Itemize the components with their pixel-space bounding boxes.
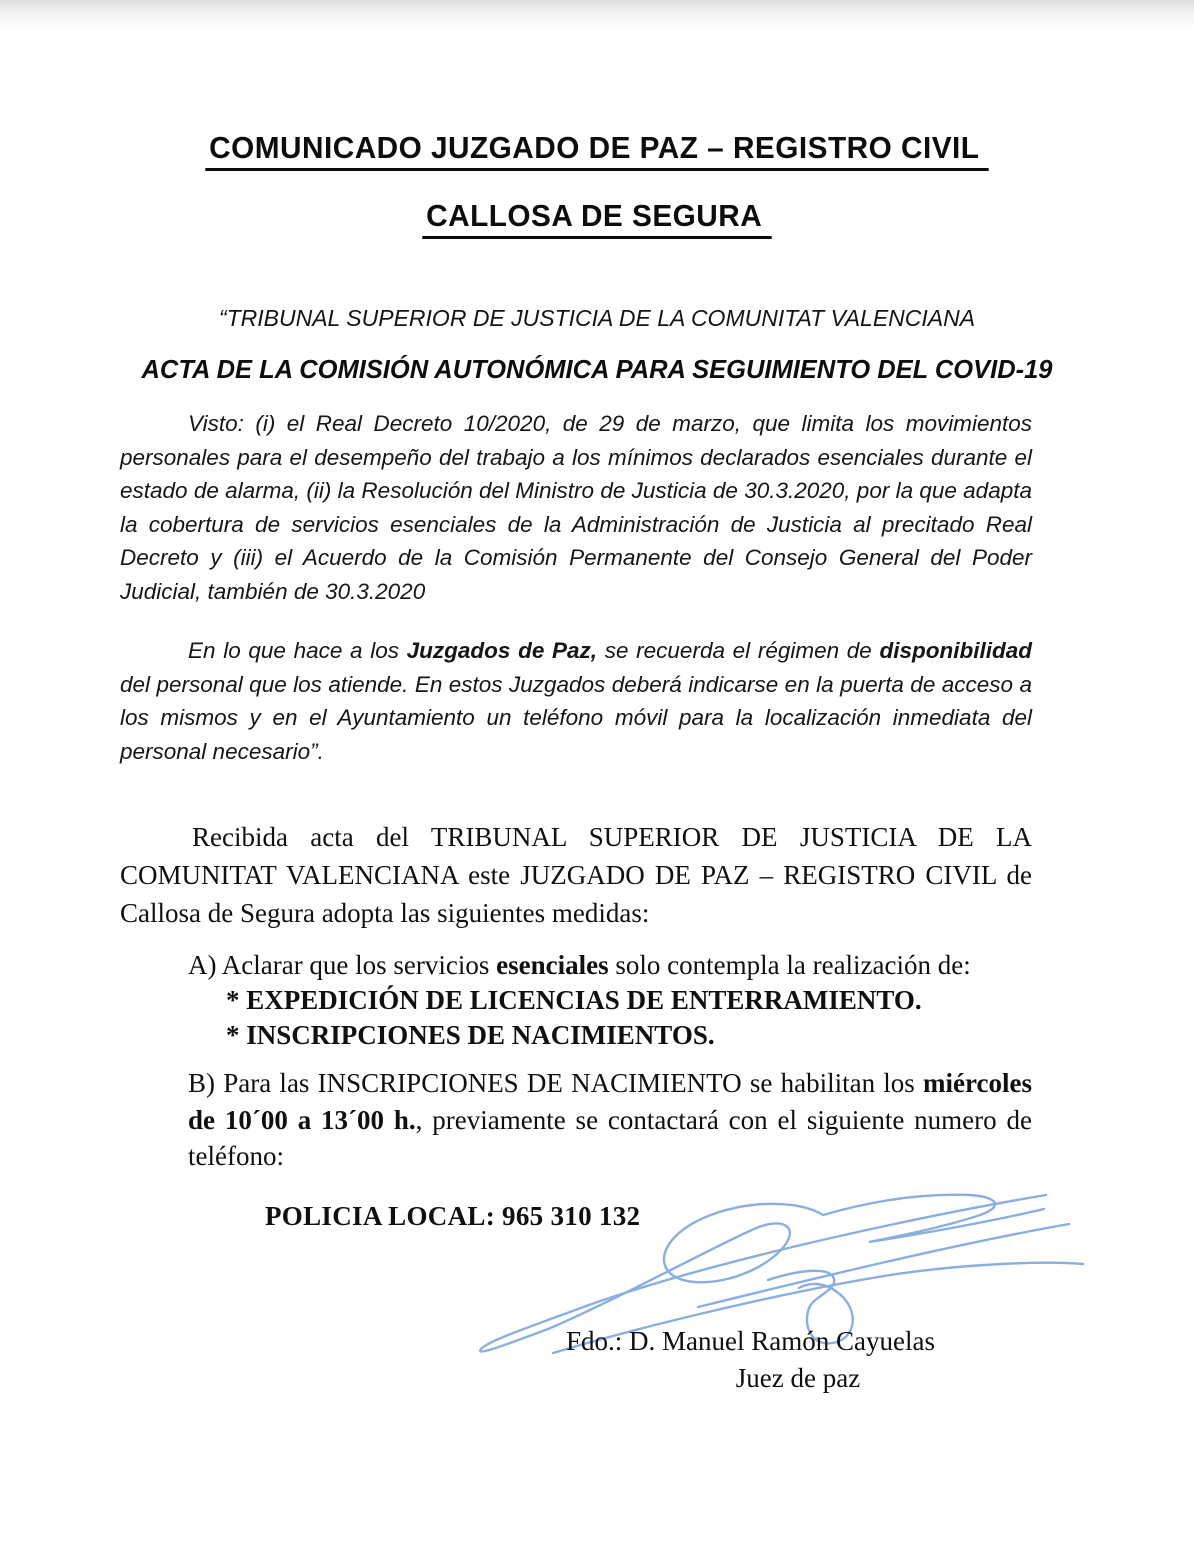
paragraph-recibida: Recibida acta del TRIBUNAL SUPERIOR DE JUSTICIA DE LA COMUNITAT VALENCIANA este JUZGADO DE PAZ – REGISTRO CIVIL de Callosa de Segura adopta las siguientes medidas:	[120, 822, 1032, 928]
document-header	[0, 0, 1194, 239]
signature-block	[566, 1326, 966, 1394]
medida-b-block: B) Para las INSCRIPCIONES DE NACIMIENTO se habilitan los miércoles de 10´00 a 13´00 h., previamente se contactará con el siguiente numero de teléfono:	[188, 1068, 1033, 1171]
signer-name: Fdo.: D. Manuel Ramón Cayuelas	[566, 1326, 935, 1356]
tribunal-quote-line: “TRIBUNAL SUPERIOR DE JUSTICIA DE LA COMUNITAT VALENCIANA	[218, 305, 976, 331]
medida-a-item-nacimientos: * INSCRIPCIONES DE NACIMIENTOS.	[226, 1020, 715, 1050]
medida-a-item-licencias: * EXPEDICIÓN DE LICENCIAS DE ENTERRAMIENTO.	[226, 985, 922, 1015]
paragraph-visto: Visto: (i) el Real Decreto 10/2020, de 29 de marzo, que limita los movimientos personales para el desempeño del trabajo a los mínimos declarados esenciales durante el estado de alarma, (ii) la Resolución del Ministro de Justicia de 30.3.2020, por la que adapta la cobertura de servicios esenciales de la Administración de Justicia al precitado Real Decreto y (iii) el Acuerdo de la Comisión Permanente del Consejo General del Poder Judicial, también de 30.3.2020	[120, 411, 1032, 604]
acta-heading: ACTA DE LA COMISIÓN AUTONÓMICA PARA SEGUIMIENTO DEL COVID-19	[141, 356, 1053, 384]
paragraph-regimen: En lo que hace a los Juzgados de Paz, se recuerda el régimen de disponibilidad del personal que los atiende. En estos Juzgados deberá indicarse en la puerta de acceso a los mismos y en el Ayuntamiento un teléfono móvil para la localización inmediata del personal necesario”.	[120, 638, 1032, 764]
medida-a-intro: A) Aclarar que los servicios esenciales solo contempla la realización de:	[188, 950, 971, 980]
signer-role: Juez de paz	[735, 1363, 861, 1393]
police-phone-line: POLICIA LOCAL: 965 310 132	[265, 1200, 641, 1231]
medida-a-block	[188, 948, 1032, 1053]
document-title-line1: COMUNICADO JUZGADO DE PAZ – REGISTRO CIVIL	[0, 130, 1194, 171]
document-title-line2: CALLOSA DE SEGURA	[0, 198, 1194, 239]
